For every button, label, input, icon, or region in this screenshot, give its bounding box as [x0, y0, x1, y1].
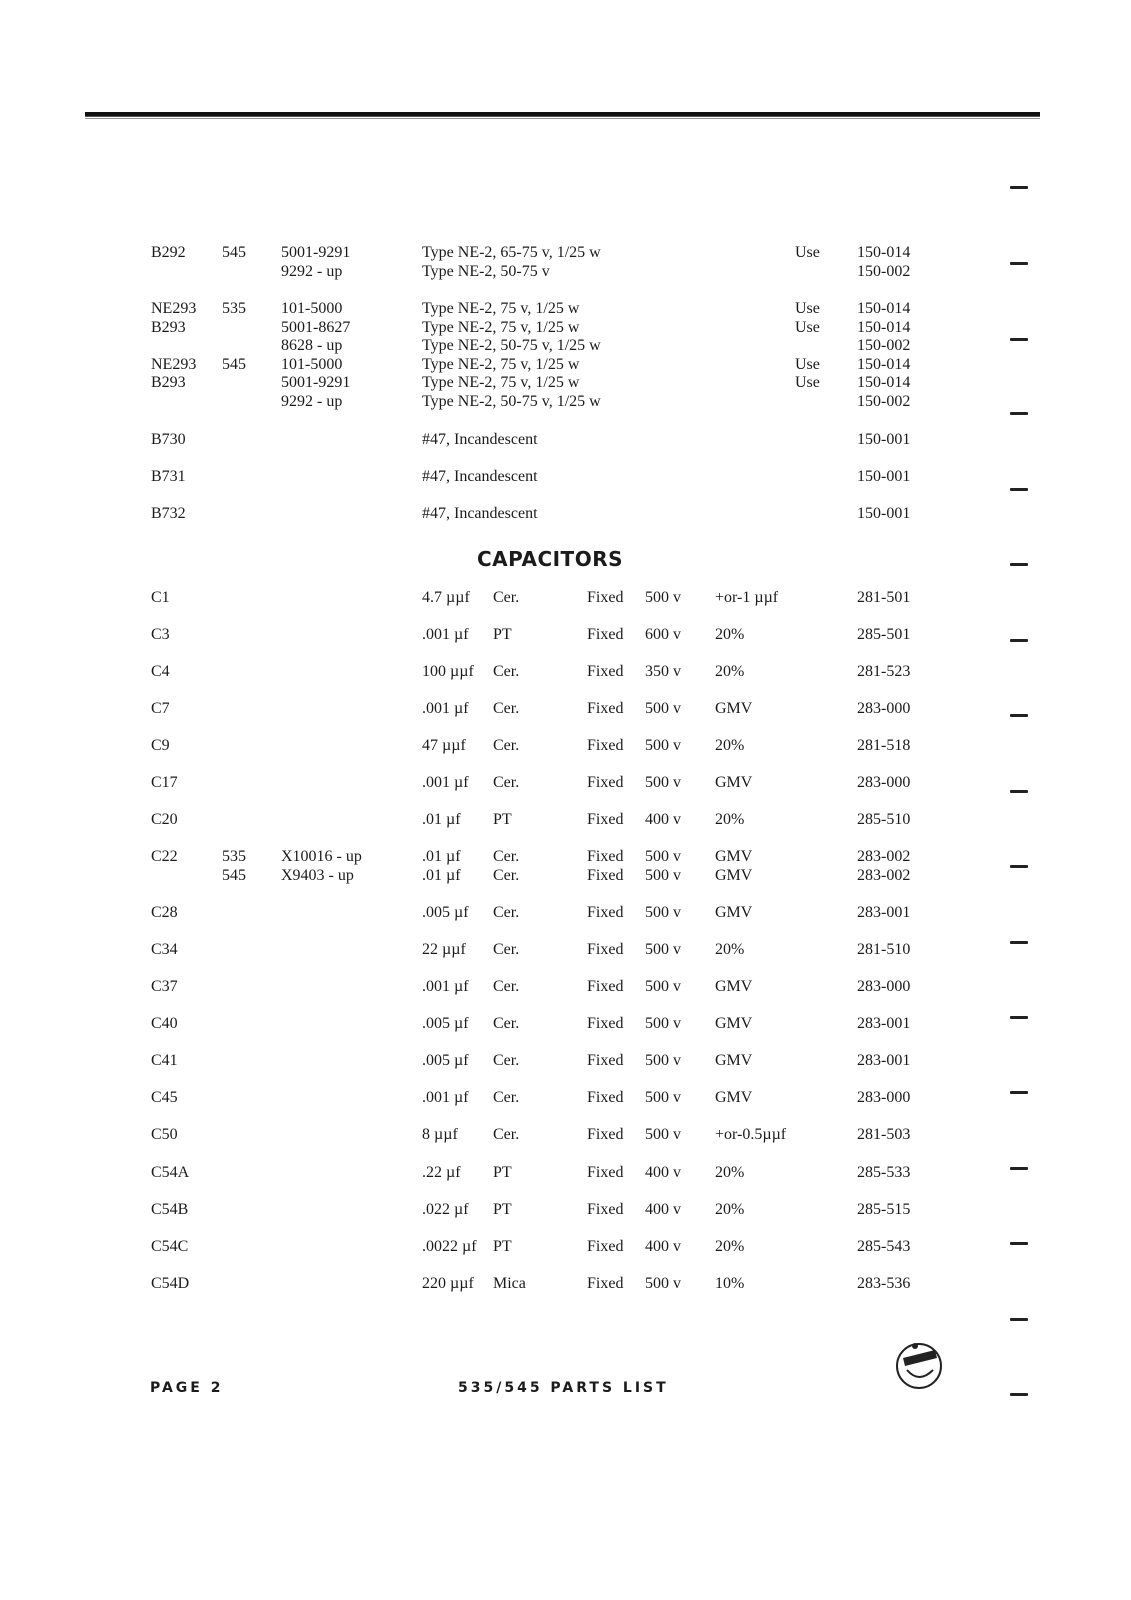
- fixed-label: Fixed: [587, 1126, 624, 1143]
- ref-designator: C41: [151, 1052, 178, 1069]
- edge-mark: [1010, 1318, 1028, 1321]
- dielectric-type: Cer.: [493, 663, 520, 680]
- dielectric-type: PT: [493, 1201, 512, 1218]
- description: Type NE-2, 50-75 v: [422, 263, 550, 280]
- part-number: 281-501: [857, 589, 911, 606]
- capacitor-row: [0, 1088, 1131, 1108]
- capacitor-row: [0, 940, 1131, 960]
- ref-designator: NE293: [151, 356, 197, 373]
- capacitance: 47 µµf: [422, 737, 466, 754]
- edge-mark: [1010, 865, 1028, 868]
- use-note: Use: [795, 319, 820, 336]
- voltage-rating: 600 v: [645, 626, 681, 643]
- capacitor-row: [0, 847, 1131, 867]
- voltage-rating: 500 v: [645, 1126, 681, 1143]
- fixed-label: Fixed: [587, 1238, 624, 1255]
- fixed-label: Fixed: [587, 1052, 624, 1069]
- dielectric-type: Cer.: [493, 978, 520, 995]
- tolerance: GMV: [715, 1089, 753, 1106]
- tolerance: 20%: [715, 737, 745, 754]
- part-number: 150-014: [857, 244, 911, 261]
- tolerance: 20%: [715, 663, 745, 680]
- dielectric-type: Cer.: [493, 1089, 520, 1106]
- tolerance: 20%: [715, 1201, 745, 1218]
- capacitor-row: [0, 699, 1131, 719]
- ref-designator: C4: [151, 663, 170, 680]
- voltage-rating: 500 v: [645, 1275, 681, 1292]
- fixed-label: Fixed: [587, 867, 624, 884]
- voltage-rating: 400 v: [645, 1238, 681, 1255]
- dielectric-type: PT: [493, 811, 512, 828]
- part-number: 283-002: [857, 867, 911, 884]
- capacitor-row: [0, 903, 1131, 923]
- tektronix-logo-icon: [893, 1340, 945, 1392]
- lamp-row: [0, 355, 1131, 375]
- capacitance: .01 µf: [422, 867, 461, 884]
- ref-designator: C54A: [151, 1164, 190, 1181]
- serial-range: 5001-9291: [281, 244, 351, 261]
- description: Type NE-2, 65-75 v, 1/25 w: [422, 244, 601, 261]
- capacitor-row: [0, 1125, 1131, 1145]
- part-number: 281-503: [857, 1126, 911, 1143]
- dielectric-type: Cer.: [493, 1015, 520, 1032]
- capacitance: 220 µµf: [422, 1275, 474, 1292]
- part-number: 283-000: [857, 700, 911, 717]
- part-number: 283-001: [857, 1015, 911, 1032]
- capacitor-row: [0, 662, 1131, 682]
- ref-designator: C9: [151, 737, 170, 754]
- part-number: 150-014: [857, 300, 911, 317]
- voltage-rating: 400 v: [645, 811, 681, 828]
- voltage-rating: 500 v: [645, 589, 681, 606]
- ref-designator: C50: [151, 1126, 178, 1143]
- ref-designator: B730: [151, 431, 186, 448]
- tolerance: 20%: [715, 1164, 745, 1181]
- serial-range: 8628 - up: [281, 337, 343, 354]
- description: Type NE-2, 75 v, 1/25 w: [422, 319, 580, 336]
- description: #47, Incandescent: [422, 431, 538, 448]
- part-number: 281-518: [857, 737, 911, 754]
- model-number: 535: [222, 300, 246, 317]
- part-number: 285-515: [857, 1201, 911, 1218]
- ref-designator: C54C: [151, 1238, 189, 1255]
- part-number: 285-543: [857, 1238, 911, 1255]
- use-note: Use: [795, 356, 820, 373]
- voltage-rating: 500 v: [645, 941, 681, 958]
- capacitance: 22 µµf: [422, 941, 466, 958]
- part-number: 150-001: [857, 468, 911, 485]
- voltage-rating: 500 v: [645, 700, 681, 717]
- edge-mark: [1010, 639, 1028, 642]
- voltage-rating: 500 v: [645, 737, 681, 754]
- fixed-label: Fixed: [587, 848, 624, 865]
- fixed-label: Fixed: [587, 1164, 624, 1181]
- use-note: Use: [795, 374, 820, 391]
- voltage-rating: 500 v: [645, 1089, 681, 1106]
- part-number: 150-001: [857, 505, 911, 522]
- part-number: 150-014: [857, 319, 911, 336]
- tolerance: GMV: [715, 1052, 753, 1069]
- voltage-rating: 400 v: [645, 1201, 681, 1218]
- dielectric-type: Cer.: [493, 1126, 520, 1143]
- voltage-rating: 500 v: [645, 867, 681, 884]
- voltage-rating: 500 v: [645, 904, 681, 921]
- ref-designator: C45: [151, 1089, 178, 1106]
- ref-designator: B293: [151, 374, 186, 391]
- dielectric-type: Cer.: [493, 589, 520, 606]
- part-number: 150-002: [857, 337, 911, 354]
- page-number: PAGE 2: [150, 1380, 224, 1396]
- fixed-label: Fixed: [587, 774, 624, 791]
- capacitance: .001 µf: [422, 1089, 469, 1106]
- model-number: 545: [222, 244, 246, 261]
- dielectric-type: Cer.: [493, 700, 520, 717]
- ref-designator: C28: [151, 904, 178, 921]
- part-number: 281-523: [857, 663, 911, 680]
- capacitance: .005 µf: [422, 904, 469, 921]
- model-number: 535: [222, 848, 246, 865]
- tolerance: 20%: [715, 626, 745, 643]
- edge-mark: [1010, 1393, 1028, 1396]
- serial-range: X10016 - up: [281, 848, 362, 865]
- ref-designator: C54B: [151, 1201, 189, 1218]
- capacitor-row: [0, 773, 1131, 793]
- part-number: 283-000: [857, 978, 911, 995]
- dielectric-type: PT: [493, 1238, 512, 1255]
- fixed-label: Fixed: [587, 904, 624, 921]
- dielectric-type: Cer.: [493, 737, 520, 754]
- tolerance: 10%: [715, 1275, 745, 1292]
- part-number: 283-000: [857, 1089, 911, 1106]
- description: Type NE-2, 75 v, 1/25 w: [422, 300, 580, 317]
- fixed-label: Fixed: [587, 1015, 624, 1032]
- part-number: 283-002: [857, 848, 911, 865]
- capacitors-heading: CAPACITORS: [476, 547, 624, 571]
- lamp-row: [0, 336, 1131, 356]
- lamp-row: [0, 318, 1131, 338]
- ref-designator: C3: [151, 626, 170, 643]
- dielectric-type: Cer.: [493, 904, 520, 921]
- capacitor-row: [0, 588, 1131, 608]
- dielectric-type: PT: [493, 1164, 512, 1181]
- serial-range: 9292 - up: [281, 263, 343, 280]
- capacitor-row: [0, 810, 1131, 830]
- edge-mark: [1010, 1167, 1028, 1170]
- ref-designator: C34: [151, 941, 178, 958]
- description: Type NE-2, 50-75 v, 1/25 w: [422, 337, 601, 354]
- tolerance: GMV: [715, 700, 753, 717]
- part-number: 285-533: [857, 1164, 911, 1181]
- model-number: 545: [222, 356, 246, 373]
- fixed-label: Fixed: [587, 626, 624, 643]
- voltage-rating: 500 v: [645, 1015, 681, 1032]
- tolerance: 20%: [715, 811, 745, 828]
- fixed-label: Fixed: [587, 700, 624, 717]
- fixed-label: Fixed: [587, 589, 624, 606]
- fixed-label: Fixed: [587, 811, 624, 828]
- fixed-label: Fixed: [587, 941, 624, 958]
- tolerance: GMV: [715, 848, 753, 865]
- ref-designator: C17: [151, 774, 178, 791]
- capacitance: 100 µµf: [422, 663, 474, 680]
- capacitance: 8 µµf: [422, 1126, 458, 1143]
- use-note: Use: [795, 244, 820, 261]
- ref-designator: C22: [151, 848, 178, 865]
- dielectric-type: Cer.: [493, 1052, 520, 1069]
- voltage-rating: 500 v: [645, 978, 681, 995]
- capacitor-row: [0, 866, 1131, 886]
- voltage-rating: 350 v: [645, 663, 681, 680]
- ref-designator: C1: [151, 589, 170, 606]
- capacitor-row: [0, 625, 1131, 645]
- description: Type NE-2, 75 v, 1/25 w: [422, 356, 580, 373]
- edge-mark: [1010, 563, 1028, 566]
- ref-designator: B293: [151, 319, 186, 336]
- part-number: 150-002: [857, 393, 911, 410]
- ref-designator: B732: [151, 505, 186, 522]
- lamp-row: [0, 467, 1131, 487]
- dielectric-type: Cer.: [493, 848, 520, 865]
- capacitor-row: [0, 1237, 1131, 1257]
- capacitance: .022 µf: [422, 1201, 469, 1218]
- capacitance: .001 µf: [422, 700, 469, 717]
- fixed-label: Fixed: [587, 1275, 624, 1292]
- capacitor-row: [0, 1051, 1131, 1071]
- tolerance: 20%: [715, 941, 745, 958]
- fixed-label: Fixed: [587, 1201, 624, 1218]
- voltage-rating: 500 v: [645, 1052, 681, 1069]
- serial-range: 101-5000: [281, 356, 343, 373]
- part-number: 285-501: [857, 626, 911, 643]
- capacitance: .001 µf: [422, 774, 469, 791]
- capacitor-row: [0, 977, 1131, 997]
- serial-range: 5001-8627: [281, 319, 351, 336]
- edge-mark: [1010, 1242, 1028, 1245]
- voltage-rating: 400 v: [645, 1164, 681, 1181]
- dielectric-type: Cer.: [493, 941, 520, 958]
- capacitance: .01 µf: [422, 811, 461, 828]
- part-number: 281-510: [857, 941, 911, 958]
- capacitance: .005 µf: [422, 1015, 469, 1032]
- ref-designator: B292: [151, 244, 186, 261]
- dielectric-type: PT: [493, 626, 512, 643]
- capacitor-row: [0, 1014, 1131, 1034]
- serial-range: X9403 - up: [281, 867, 354, 884]
- serial-range: 101-5000: [281, 300, 343, 317]
- description: Type NE-2, 75 v, 1/25 w: [422, 374, 580, 391]
- part-number: 283-000: [857, 774, 911, 791]
- capacitance: .0022 µf: [422, 1238, 477, 1255]
- edge-mark: [1010, 790, 1028, 793]
- lamp-row: [0, 262, 1131, 282]
- description: Type NE-2, 50-75 v, 1/25 w: [422, 393, 601, 410]
- edge-mark: [1010, 1016, 1028, 1019]
- description: #47, Incandescent: [422, 468, 538, 485]
- edge-mark: [1010, 1091, 1028, 1094]
- ref-designator: C37: [151, 978, 178, 995]
- document-title: 535/545 PARTS LIST: [458, 1380, 669, 1396]
- serial-range: 9292 - up: [281, 393, 343, 410]
- capacitor-row: [0, 736, 1131, 756]
- part-number: 150-014: [857, 374, 911, 391]
- ref-designator: C54D: [151, 1275, 190, 1292]
- description: #47, Incandescent: [422, 505, 538, 522]
- tolerance: GMV: [715, 904, 753, 921]
- edge-mark: [1010, 714, 1028, 717]
- voltage-rating: 500 v: [645, 774, 681, 791]
- lamp-row: [0, 373, 1131, 393]
- capacitance: .001 µf: [422, 978, 469, 995]
- fixed-label: Fixed: [587, 737, 624, 754]
- lamp-row: [0, 430, 1131, 450]
- fixed-label: Fixed: [587, 663, 624, 680]
- lamp-row: [0, 392, 1131, 412]
- lamp-row: [0, 243, 1131, 263]
- part-number: 283-001: [857, 1052, 911, 1069]
- ref-designator: C40: [151, 1015, 178, 1032]
- tolerance: GMV: [715, 978, 753, 995]
- dielectric-type: Cer.: [493, 774, 520, 791]
- tolerance: GMV: [715, 1015, 753, 1032]
- dielectric-type: Cer.: [493, 867, 520, 884]
- ref-designator: NE293: [151, 300, 197, 317]
- voltage-rating: 500 v: [645, 848, 681, 865]
- edge-mark: [1010, 262, 1028, 265]
- edge-mark: [1010, 941, 1028, 944]
- capacitance: .22 µf: [422, 1164, 461, 1181]
- serial-range: 5001-9291: [281, 374, 351, 391]
- dielectric-type: Mica: [493, 1275, 526, 1292]
- ref-designator: B731: [151, 468, 186, 485]
- ref-designator: C7: [151, 700, 170, 717]
- part-number: 283-536: [857, 1275, 911, 1292]
- edge-mark: [1010, 186, 1028, 189]
- capacitance: .001 µf: [422, 626, 469, 643]
- edge-mark: [1010, 488, 1028, 491]
- capacitor-row: [0, 1200, 1131, 1220]
- part-number: 283-001: [857, 904, 911, 921]
- capacitance: .01 µf: [422, 848, 461, 865]
- model-number: 545: [222, 867, 246, 884]
- tolerance: 20%: [715, 1238, 745, 1255]
- header-rule: [85, 112, 1040, 117]
- capacitor-row: [0, 1163, 1131, 1183]
- lamp-row: [0, 504, 1131, 524]
- capacitance: .005 µf: [422, 1052, 469, 1069]
- tolerance: +or-1 µµf: [715, 589, 779, 606]
- fixed-label: Fixed: [587, 1089, 624, 1106]
- edge-mark: [1010, 338, 1028, 341]
- tolerance: GMV: [715, 867, 753, 884]
- lamp-row: [0, 299, 1131, 319]
- tolerance: GMV: [715, 774, 753, 791]
- use-note: Use: [795, 300, 820, 317]
- fixed-label: Fixed: [587, 978, 624, 995]
- part-number: 150-002: [857, 263, 911, 280]
- part-number: 150-001: [857, 431, 911, 448]
- ref-designator: C20: [151, 811, 178, 828]
- part-number: 150-014: [857, 356, 911, 373]
- capacitor-row: [0, 1274, 1131, 1294]
- capacitance: 4.7 µµf: [422, 589, 470, 606]
- part-number: 285-510: [857, 811, 911, 828]
- tolerance: +or-0.5µµf: [715, 1126, 787, 1143]
- edge-mark: [1010, 412, 1028, 415]
